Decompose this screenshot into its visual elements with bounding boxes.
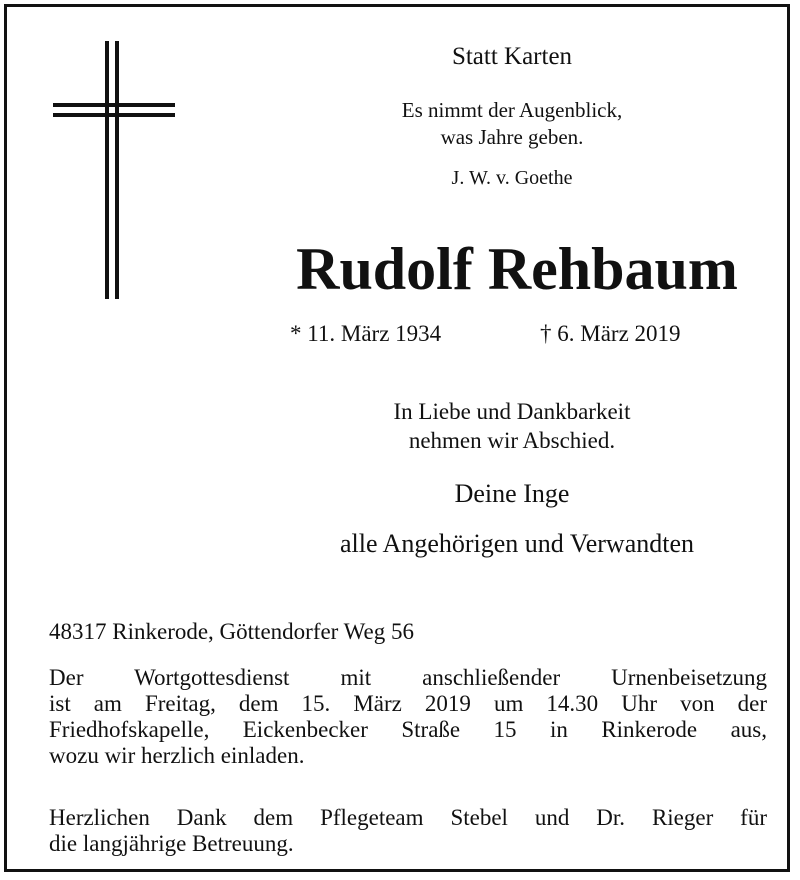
statt-karten-heading: Statt Karten xyxy=(451,43,573,70)
address: 48317 Rinkerode, Göttendorfer Weg 56 xyxy=(49,619,415,644)
service-line: Der Wortgottesdienst mit anschließender Urnenbeisetzung xyxy=(49,665,767,690)
farewell-line: In Liebe und Dankbarkeit xyxy=(393,399,631,424)
thanks-line: Herzlichen Dank dem Pflegeteam Stebel und Dr. Rieger für xyxy=(49,805,767,830)
farewell-text xyxy=(307,397,717,455)
deceased-name: Rudolf Rehbaum xyxy=(296,236,738,302)
service-info xyxy=(49,665,767,769)
farewell-line: nehmen wir Abschied. xyxy=(408,428,616,453)
obituary-notice xyxy=(4,4,790,872)
service-line: Friedhofskapelle, Eickenbecker Straße 15 in Rinkerode aus, xyxy=(49,717,767,742)
cross-icon xyxy=(53,41,175,299)
quote-line: was Jahre geben. xyxy=(440,125,584,149)
signer-name: Deine Inge xyxy=(454,479,570,508)
service-line: ist am Freitag, dem 15. März 2019 um 14.30 Uhr von der xyxy=(49,691,767,716)
thanks-line: die langjährige Betreuung. xyxy=(49,831,294,856)
family-line: alle Angehörigen und Verwandten xyxy=(339,529,695,558)
service-line: wozu wir herzlich einladen. xyxy=(49,743,305,768)
quote-author: J. W. v. Goethe xyxy=(451,167,573,189)
death-date: † 6. März 2019 xyxy=(540,321,681,346)
birth-date: * 11. März 1934 xyxy=(290,321,442,346)
goethe-quote xyxy=(307,97,717,151)
thanks-info xyxy=(49,805,767,857)
quote-line: Es nimmt der Augenblick, xyxy=(401,98,623,122)
